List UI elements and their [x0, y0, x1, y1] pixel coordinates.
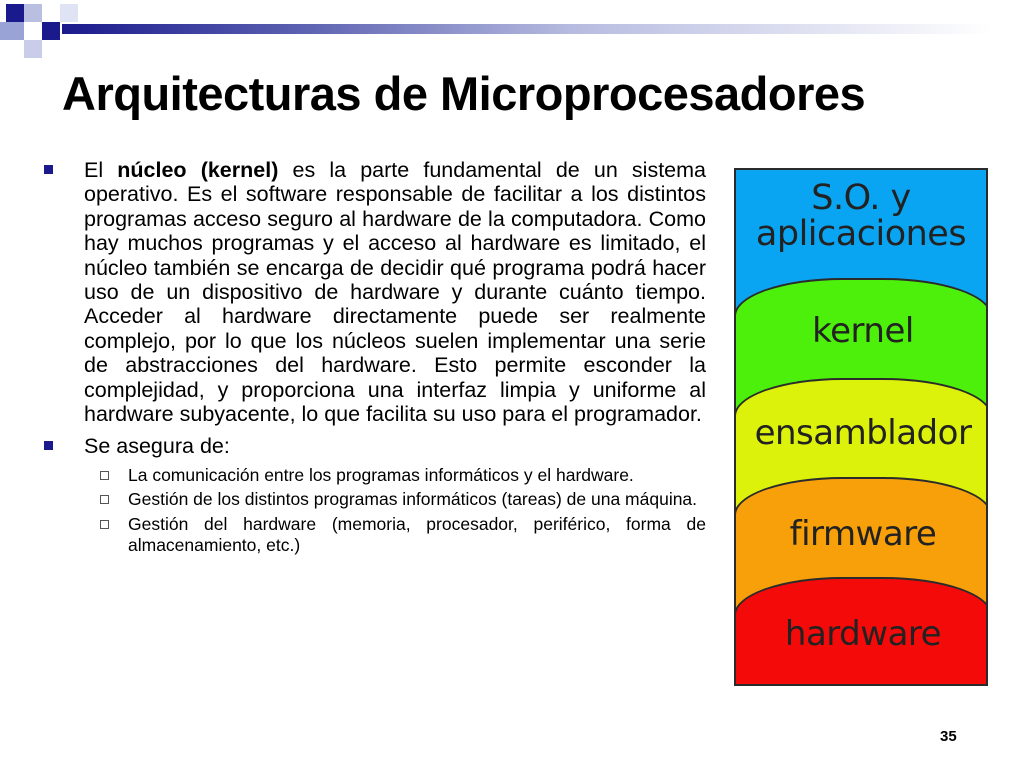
header-gradient-line	[62, 24, 992, 34]
corner-square-decoration	[6, 4, 24, 22]
layer-hardware	[734, 577, 988, 686]
layer-label-ensamblador: ensamblador	[754, 413, 972, 453]
kernel-term: núcleo (kernel)	[117, 158, 279, 182]
corner-square-decoration	[0, 22, 24, 40]
bullet-prefix: El	[84, 158, 118, 182]
slide-title: Arquitecturas de Microprocesadores	[62, 67, 866, 120]
square-bullet-icon	[44, 165, 53, 174]
bullet-text: es la parte fundamental de un sistema operativo. Es el software responsable de facilitar a los distintos programas acceso seguro al hardware de la computadora. Como hay muchos programas y el acceso al hardware es limitado, el núcleo también se encarga de decidir qué programa podrá hacer uso de un dispositivo de hardware y durante cuánto tiempo. Acceder al hardware directamente puede ser realmente complejo, por lo que los núcleos suelen implementar una serie de abstracciones del hardware. Esto permite esconder la complejidad, y proporciona una interfaz limpia y uniforme al hardware subyacente, lo que facilita su uso para el programador.	[84, 158, 706, 427]
hollow-square-bullet-icon	[100, 495, 109, 504]
corner-square-decoration	[42, 22, 60, 40]
os-layer-diagram	[734, 168, 988, 686]
bullet-text: Se asegura de:	[84, 434, 230, 459]
layer-label-apps	[736, 180, 986, 252]
sub-bullet-item	[44, 489, 706, 511]
layer-label-hardware: hardware	[784, 614, 942, 654]
layer-label-line: S.O. y	[811, 178, 911, 218]
sub-bullet-text: Gestión del hardware (memoria, procesador, periférico, forma de almacenamiento, etc.)	[128, 513, 706, 556]
sub-bullet-item	[44, 465, 706, 487]
bullet-ensures	[44, 434, 706, 458]
hollow-square-bullet-icon	[100, 471, 109, 480]
layer-label-kernel: kernel	[812, 311, 914, 351]
page-number: 35	[940, 728, 957, 745]
hollow-square-bullet-icon	[100, 520, 109, 529]
corner-square-decoration	[60, 4, 78, 22]
corner-square-decoration	[24, 40, 42, 58]
layer-label-firmware: firmware	[789, 514, 937, 554]
bullet-kernel-definition	[44, 158, 706, 426]
square-bullet-icon	[44, 441, 53, 450]
slide-body	[44, 158, 706, 557]
sub-bullet-text: Gestión de los distintos programas informáticos (tareas) de una máquina.	[128, 489, 698, 510]
sub-bullet-item	[44, 514, 706, 557]
layer-label-line: aplicaciones	[755, 214, 967, 254]
corner-square-decoration	[24, 4, 42, 22]
sub-bullet-text: La comunicación entre los programas informáticos y el hardware.	[128, 464, 634, 485]
